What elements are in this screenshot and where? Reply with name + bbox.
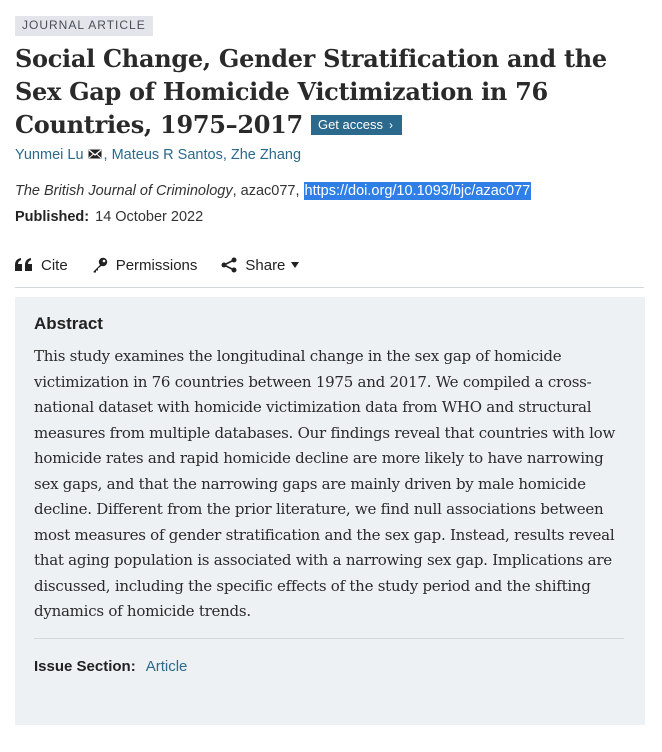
issue-section [34,657,187,677]
abstract-content [34,313,624,625]
abstract-text: This study examines the longitudinal change in the sex gap of homicide victimization in 76 countries between 1975 and 2017. We compiled a cross-national dataset with homicide victimization data from WHO and structural measures from multiple databases. Our findings reveal that countries with low homicide rates and rapid homicide decline are more likely to have narrowing sex gaps, and that the narrowing gaps are mainly driven by male homicide decline. Different from the prior literature, we find null associations between most measures of gender stratification and the sex gap. Instead, results reveal that aging population is associated with a narrowing sex gap. Implications are discussed, including the specific effects of the study period and the shifting dynamics of homicide trends. [34,347,616,620]
permissions-button[interactable] [92,257,198,274]
published-label: Published: [15,209,90,225]
chevron-right-icon: › [388,118,393,132]
abstract-section [15,297,645,725]
author-link[interactable]: Zhe Zhang [230,147,302,163]
author-separator: , [103,147,112,163]
author-link[interactable]: Mateus R Santos [111,147,223,163]
author-separator: , [222,147,231,163]
author-list [15,145,645,165]
abstract-divider [34,638,624,639]
get-access-button[interactable] [311,115,402,135]
share-icon [221,257,237,273]
doi-link[interactable]: https://doi.org/10.1093/bjc/azac077 [304,183,531,199]
article-title [15,42,645,141]
quote-icon [15,258,33,272]
citation-line [15,181,645,201]
published-date: 14 October 2022 [95,209,204,225]
caret-down-icon [290,261,300,269]
article-title-text: Social Change, Gender Stratification and the Sex Gap of Homicide Victimization in 76 Countries, 1975–2017 [15,44,607,139]
author-link[interactable]: Yunmei Lu [15,147,84,163]
share-button[interactable] [221,257,300,274]
get-access-label: Get access [317,117,383,132]
permissions-label: Permissions [115,256,198,274]
envelope-icon[interactable] [88,149,102,159]
published-line [15,207,645,227]
article-id: , azac077, [232,183,304,199]
cite-button[interactable] [15,257,68,274]
key-icon [92,257,108,273]
article-type-badge: JOURNAL ARTICLE [15,16,153,36]
cite-label: Cite [41,256,68,274]
article-toolbar [15,253,645,277]
share-label: Share [245,256,286,274]
toolbar-divider [15,287,644,288]
journal-name[interactable]: The British Journal of Criminology [15,183,233,199]
issue-section-link[interactable]: Article [145,658,188,675]
abstract-heading: Abstract [34,314,103,333]
article-page [15,16,645,725]
issue-section-label: Issue Section: [34,658,136,675]
